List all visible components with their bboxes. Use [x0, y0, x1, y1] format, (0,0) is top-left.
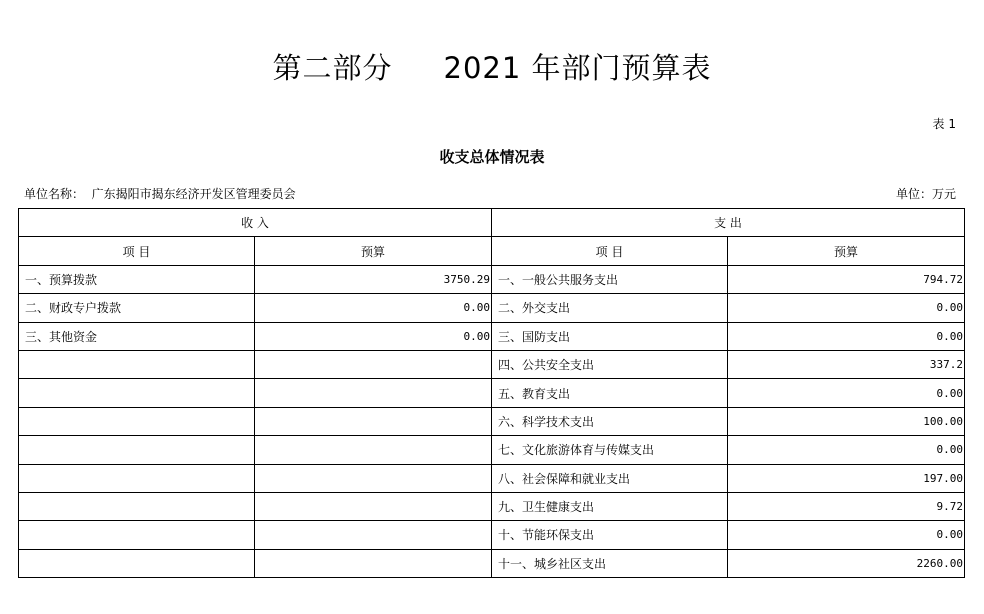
income-item-cell: [19, 379, 255, 407]
income-item-cell: [19, 492, 255, 520]
income-budget-cell: [255, 549, 492, 577]
expenditure-budget-cell: 197.00: [728, 464, 965, 492]
expenditure-item-cell: 三、国防支出: [492, 322, 728, 350]
table-row: [19, 464, 965, 492]
expenditure-item-cell: 一、一般公共服务支出: [492, 265, 728, 293]
expenditure-budget-cell: 0.00: [728, 379, 965, 407]
table-title: 收支总体情况表: [439, 148, 545, 166]
income-item-cell: 三、其他资金: [19, 322, 255, 350]
income-budget-cell: [255, 436, 492, 464]
expenditure-item-cell: 九、卫生健康支出: [492, 492, 728, 520]
expenditure-budget-cell: 0.00: [728, 521, 965, 549]
table-row: [19, 492, 965, 520]
income-item-header: 项 目: [19, 237, 255, 265]
table-row: [19, 436, 965, 464]
table-row: [19, 265, 965, 293]
income-item-cell: [19, 436, 255, 464]
column-header-row: [19, 237, 965, 265]
table-row: [19, 521, 965, 549]
income-section-header: 收 入: [19, 209, 492, 237]
expenditure-section-header: 支 出: [492, 209, 965, 237]
expenditure-budget-cell: 0.00: [728, 322, 965, 350]
income-budget-cell: [255, 521, 492, 549]
expenditure-budget-cell: 794.72: [728, 265, 965, 293]
expenditure-budget-cell: 337.2: [728, 350, 965, 378]
expenditure-item-cell: 十、节能环保支出: [492, 521, 728, 549]
income-budget-cell: [255, 492, 492, 520]
income-item-cell: [19, 464, 255, 492]
table-row: [19, 379, 965, 407]
table-row: [19, 322, 965, 350]
unit-name: 单位名称： 广东揭阳市揭东经济开发区管理委员会: [24, 187, 296, 201]
section-header-row: [19, 209, 965, 237]
expenditure-budget-cell: 100.00: [728, 407, 965, 435]
expenditure-budget-header: 预算: [728, 237, 965, 265]
budget-table: [18, 208, 965, 578]
income-budget-cell: 0.00: [255, 322, 492, 350]
table-row: [19, 549, 965, 577]
expenditure-item-cell: 八、社会保障和就业支出: [492, 464, 728, 492]
page-title: 第二部分 2021 年部门预算表: [272, 51, 712, 85]
table-number: 表 1: [932, 117, 956, 131]
expenditure-item-cell: 五、教育支出: [492, 379, 728, 407]
income-budget-cell: 3750.29: [255, 265, 492, 293]
income-budget-cell: [255, 464, 492, 492]
income-budget-cell: 0.00: [255, 294, 492, 322]
table-row: [19, 350, 965, 378]
expenditure-item-cell: 十一、城乡社区支出: [492, 549, 728, 577]
income-budget-header: 预算: [255, 237, 492, 265]
income-item-cell: 二、财政专户拨款: [19, 294, 255, 322]
table-row: [19, 407, 965, 435]
expenditure-item-header: 项 目: [492, 237, 728, 265]
expenditure-item-cell: 二、外交支出: [492, 294, 728, 322]
expenditure-budget-cell: 2260.00: [728, 549, 965, 577]
table-row: [19, 294, 965, 322]
income-item-cell: [19, 407, 255, 435]
expenditure-item-cell: 四、公共安全支出: [492, 350, 728, 378]
expenditure-budget-cell: 0.00: [728, 294, 965, 322]
income-item-cell: [19, 549, 255, 577]
expenditure-item-cell: 六、科学技术支出: [492, 407, 728, 435]
income-item-cell: [19, 350, 255, 378]
currency-unit: 单位：万元: [895, 187, 956, 201]
income-item-cell: 一、预算拨款: [19, 265, 255, 293]
income-item-cell: [19, 521, 255, 549]
expenditure-budget-cell: 9.72: [728, 492, 965, 520]
expenditure-item-cell: 七、文化旅游体育与传媒支出: [492, 436, 728, 464]
income-budget-cell: [255, 350, 492, 378]
expenditure-budget-cell: 0.00: [728, 436, 965, 464]
income-budget-cell: [255, 379, 492, 407]
income-budget-cell: [255, 407, 492, 435]
